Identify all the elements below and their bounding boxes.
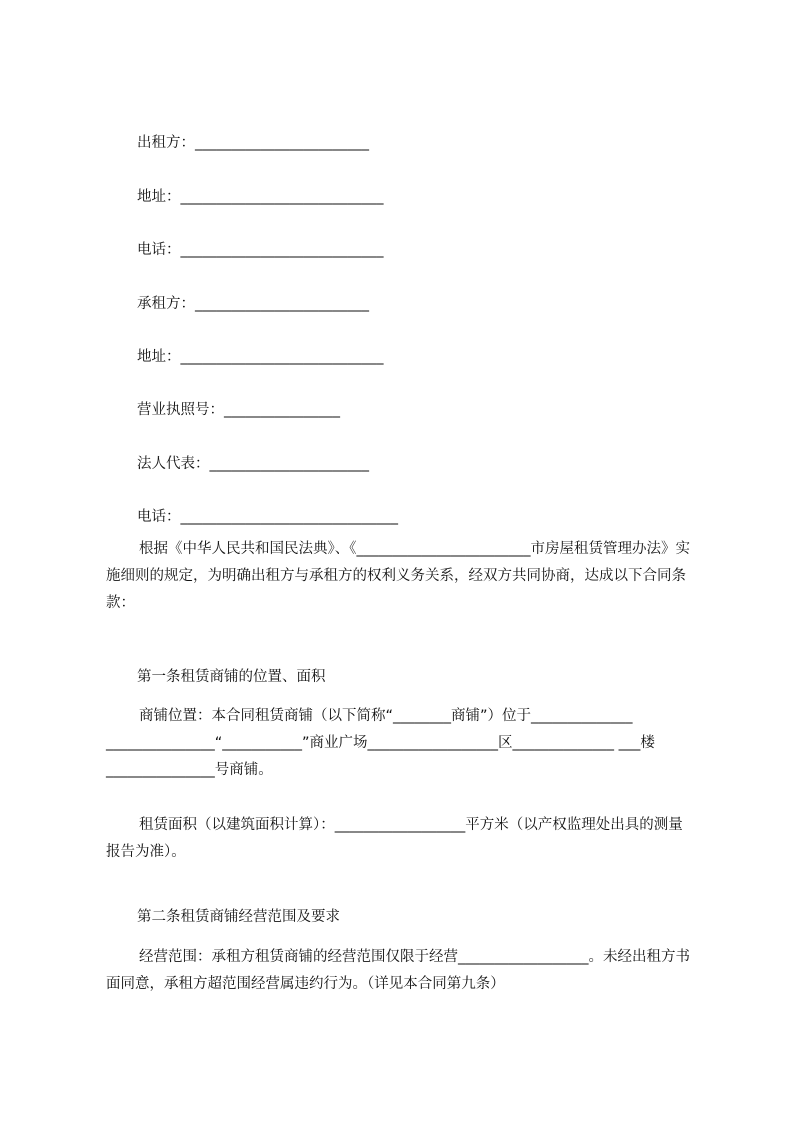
article1-title: 第一条租赁商铺的位置、面积	[137, 669, 326, 685]
field-label: 地址：	[137, 349, 181, 365]
field-label: 电话：	[137, 242, 181, 258]
intro-paragraph: 根据《中华人民共和国民法典》、《________________________市房屋租赁管理办法》实施细则的规定，为明确出租方与承租方的权利义务关系，经双方共同协商，达成以下合同条款：	[106, 541, 690, 611]
field-blank: ________________________	[195, 296, 369, 312]
field-label: 营业执照号：	[137, 402, 224, 418]
field-blank: ________________	[224, 402, 340, 418]
field-blank: ______________________	[209, 456, 369, 472]
lessor-phone-field	[137, 238, 384, 259]
scope-paragraph: 经营范围：承租方租赁商铺的经营范围仅限于经营__________________。未经出租方书面同意，承租方超范围经营属违约行为。（详见本合同第九条）	[106, 949, 690, 992]
field-blank: ________________________	[195, 135, 369, 151]
article2-title: 第二条租赁商铺经营范围及要求	[137, 909, 340, 925]
lessor-address-field	[137, 185, 384, 206]
field-blank: ____________________________	[180, 349, 384, 365]
field-label: 地址：	[137, 189, 181, 205]
field-label: 承租方：	[137, 296, 195, 312]
field-label: 电话：	[137, 509, 181, 525]
lessee-address-field	[137, 345, 384, 366]
lessee-phone-field	[137, 505, 398, 526]
location-paragraph: 商铺位置：本合同租赁商铺（以下简称“________商铺”）位于______________ _______________“___________”商业广场__________________区______________ ___楼_______________号商铺。	[106, 708, 655, 778]
lessee-field	[137, 292, 369, 313]
field-blank: ____________________________	[180, 189, 384, 205]
field-blank: ______________________________	[180, 509, 398, 525]
lessor-field	[137, 131, 369, 152]
business-license-field	[137, 398, 340, 419]
area-paragraph: 租赁面积（以建筑面积计算）：__________________平方米（以产权监理处出具的测量报告为准）。	[106, 817, 683, 860]
legal-rep-field	[137, 452, 369, 473]
field-label: 出租方：	[137, 135, 195, 151]
field-label: 法人代表：	[137, 456, 210, 472]
field-blank: ____________________________	[180, 242, 384, 258]
